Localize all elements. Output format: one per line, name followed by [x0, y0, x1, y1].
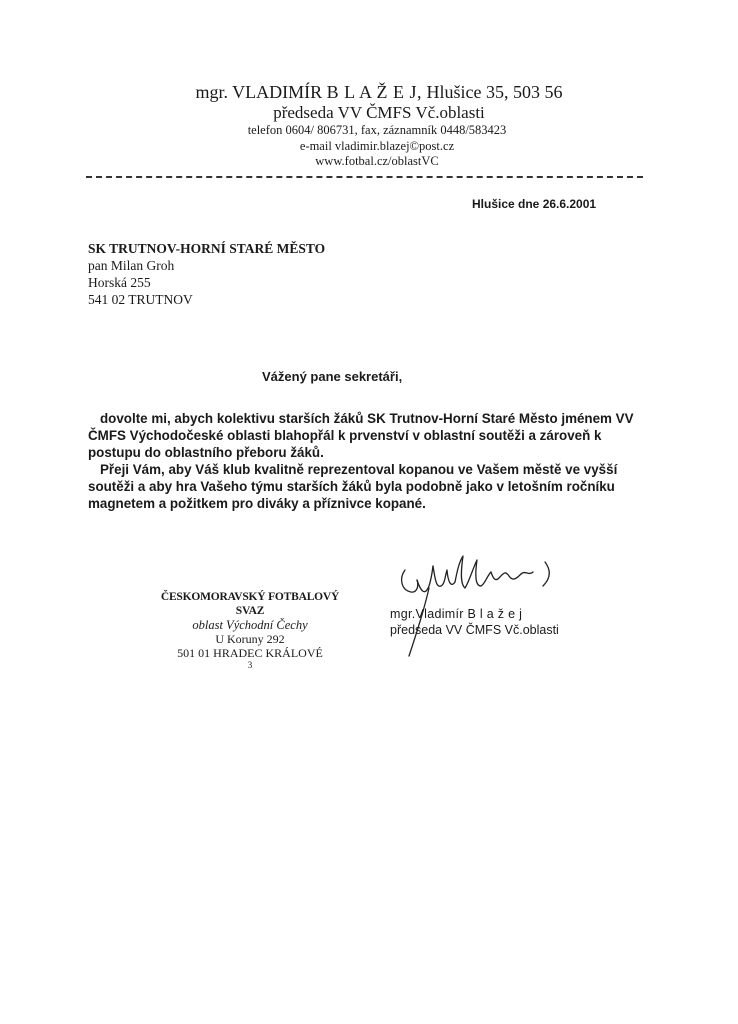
body-paragraph-2: Přeji Vám, aby Váš klub kvalitně reprezentoval kopanou ve Vašem městě ve vyšší soutěži a aby hra Vašeho týmu starších žáků byla podobně jako v letošním ročníku magnetem a požitkem pro diváky a příznivce kopané. [88, 462, 618, 511]
recipient-street: Horská 255 [88, 275, 151, 290]
letterhead-position: předseda VV ČMFS Vč.oblasti [273, 103, 485, 122]
stamp-street: U Koruny 292 [215, 632, 285, 646]
salutation: Vážený pane sekretáři, [262, 369, 403, 384]
letterhead-address: Hlušice 35, 503 56 [426, 82, 563, 102]
organization-stamp [158, 590, 342, 670]
recipient-address [88, 240, 325, 308]
letterhead-divider [86, 176, 643, 178]
stamp-city: 501 01 HRADEC KRÁLOVÉ [177, 646, 323, 660]
letterhead-web: www.fotbal.cz/oblastVC [315, 154, 439, 168]
date-line: Hlušice dne 26.6.2001 [472, 197, 597, 211]
recipient-club: SK TRUTNOV-HORNÍ STARÉ MĚSTO [88, 241, 326, 256]
recipient-person: pan Milan Groh [88, 258, 175, 273]
letterhead-name-prefix: mgr. VLADIMÍR [195, 82, 323, 102]
letter-body [88, 410, 648, 512]
letterhead-email: e-mail vladimir.blazej©post.cz [299, 139, 455, 153]
letterhead-name-line [0, 82, 738, 103]
stamp-organization: ČESKOMORAVSKÝ FOTBALOVÝ SVAZ [160, 591, 340, 617]
letterhead-phone-fax: telefon 0604/ 806731, fax, záznamník 0448/583423 [247, 123, 507, 137]
body-paragraph-1: dovolte mi, abych kolektivu starších žáků SK Trutnov-Horní Staré Město jménem VV ČMFS Východočeské oblasti blahopřál k prvenství v oblastní soutěži a zároveň k postupu do oblastního přeboru žáků. [88, 411, 634, 460]
stamp-region: oblast Východní Čechy [192, 618, 308, 632]
signer-name: mgr.Vladimír B l a ž e j [390, 607, 523, 621]
signature-block [390, 606, 559, 638]
recipient-city: 541 02 TRUTNOV [88, 292, 193, 307]
stamp-number: 3 [247, 660, 253, 670]
signer-position: předseda VV ČMFS Vč.oblasti [390, 623, 559, 637]
letterhead-surname: B L A Ž E J, [326, 82, 423, 102]
